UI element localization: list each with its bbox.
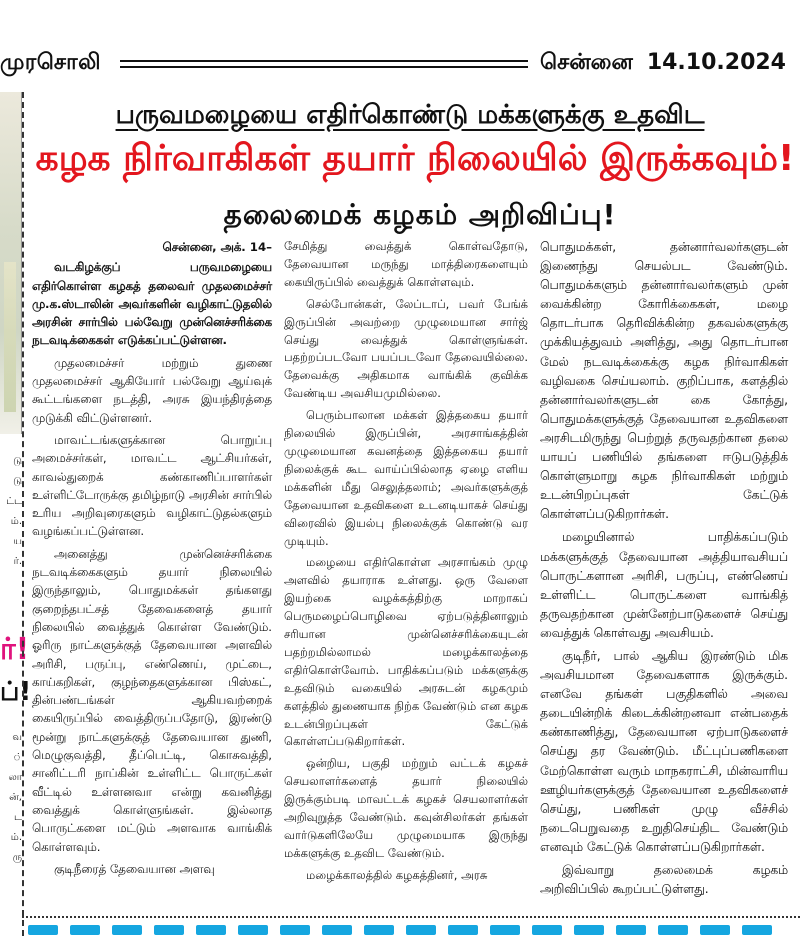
- strip-text: ன்,: [9, 792, 22, 803]
- paragraph: குடிநீரைத் தேவையான அளவு: [54, 861, 215, 876]
- paragraph: செல்போன்கள், லேப்டாப், பவர் பேங்க் இருப்பின் அவற்றை முழுமையான சார்ஜ் செய்து வைத்துக் கொள்ளுங்கள். பதற்றப்படவோ பயப்படவோ தேவையில்லை. தேவைக்கு அதிகமாக வாங்கிக் குவிக்க வேண்டிய அவசியமுமில்லை.: [284, 296, 528, 401]
- strip-text: ட: [14, 812, 22, 823]
- adjacent-photo: [0, 92, 22, 434]
- article-lead: வடகிழக்குப் பருவமழையை எதிர்கொள்ள கழகத் தலைவர் முதலமைச்சர் மு.க.ஸ்டாலின் அவர்களின் வழிகாட்டுதலில் அரசின் சார்பில் பல்வேறு முன்னெச்சரிக்கை நடவடிக்கைகள் எடுக்கப்பட்டுள்ளன.: [32, 260, 272, 348]
- adjacent-article-strip: [0, 92, 32, 936]
- strip-text: ர்.: [13, 556, 22, 567]
- strip-text: வ: [12, 732, 22, 743]
- masthead-rule: [120, 60, 528, 68]
- masthead-dateline: [540, 50, 786, 78]
- paragraph: இவ்வாறு தலைமைக் கழகம் அறிவிப்பில் கூறப்பட்டுள்ளது.: [540, 863, 788, 897]
- masthead-date: 14.10.2024: [646, 50, 786, 75]
- strip-text: டு: [13, 456, 22, 467]
- article-kicker: பருவமழையை எதிர்கொண்டு மக்களுக்கு உதவிட: [115, 100, 705, 130]
- paragraph: மழையினால் பாதிக்கப்படும் மக்களுக்குத் தேவையான அத்தியாவசியப் பொருட்களான அரிசி, பருப்பு, எண்ணெய் உள்ளிட்ட பொருட்களை வாங்கித் தருவதற்கான முன்னேற்பாடுகளைச் செய்து வைத்துக் கொள்வது அவசியம்.: [540, 530, 788, 640]
- strip-text: டு: [13, 476, 22, 487]
- paper-name: முரசொலி: [0, 50, 101, 75]
- paragraph: முதலமைச்சர் மற்றும் துணை முதலமைச்சர் ஆகியோர் பல்வேறு ஆய்வுக் கூட்டங்களை நடத்தி, அரசு இயந்திரத்தை முடுக்கி விட்டுள்ளனர்.: [32, 355, 272, 425]
- strip-red-heading: ர்!: [0, 632, 30, 667]
- article-dateline: சென்னை, அக். 14–: [162, 240, 272, 254]
- strip-text: லா: [8, 772, 22, 783]
- article-column-2: [284, 238, 528, 889]
- article-subhead: தலைமைக் கழகம் அறிவிப்பு!: [223, 198, 617, 231]
- article-column-1: [32, 238, 272, 882]
- strip-text: ம்.: [10, 832, 22, 843]
- paragraph: மழையை எதிர்கொள்ள அரசாங்கம் முழு அளவில் தயாராக உள்ளது. ஒரு வேளை இயற்கை வழக்கத்திற்கு மாறாகப் பெருமழைப்பொழிவை ஏற்படுத்தினாலும் சரியான முன்னெச்சரிக்கையுடன் பதற்றமில்லாமல் மழைக்காலத்தை எதிர்கொள்வோம். பாதிக்கப்படும் மக்களுக்கு உதவிடும் வகையில் அரசுடன் கழகமும் களத்தில் துணையாக நிற்க வேண்டும் என கழக உடன்பிறப்புகள் கேட்டுக் கொள்ளப்படுகிறார்கள்.: [284, 555, 528, 749]
- paragraph: அனைத்து முன்னெச்சரிக்கை நடவடிக்கைகளும் தயார் நிலையில் இருந்தாலும், பொதுமக்கள் தங்களது குறைந்தபட்சத் தேவைகளைத் தயார் நிலையில் வைத்துக் கொள்ள வேண்டும். ஓரிரு நாட்களுக்குத் தேவையான அளவில் அரிசி, பருப்பு, எண்ணெய், முட்டை, காய்கறிகள், குழந்தைகளுக்கான பிஸ்கட், தின்பண்டங்கள் ஆகியவற்றைக் கையிருப்பில் வைத்திருப்பதோடு, இரண்டு மூன்று நாட்களுக்குத் தேவையான துணி, மெழுகுவத்தி, தீப்பெட்டி, கொசுவத்தி, சானிட்டரி நாப்கின் உள்ளிட்ட பொருட்கள் வீட்டில் உள்ளனவா என்று கவனித்து வைத்துக் கொள்ளுங்கள். இல்லாத பொருட்களை மட்டும் அளவாக வாங்கிக் கொள்ளவும்.: [32, 546, 272, 854]
- strip-text: ம்.: [10, 516, 22, 527]
- column-divider: [22, 92, 24, 936]
- article-headline: கழக நிர்வாகிகள் தயார் நிலையில் இருக்கவும்!: [35, 138, 795, 179]
- masthead: [0, 0, 800, 86]
- article-column-3: [540, 238, 788, 903]
- paragraph: மாவட்டங்களுக்கான பொறுப்பு அமைச்சர்கள், மாவட்ட ஆட்சியர்கள், காவல்துறைக் கண்காணிப்பாளர்கள் உள்ளிட்டோருக்கு தமிழ்நாடு அரசின் சார்பில் உரிய அறிவுரைகளும் வழிகாட்டுதல்களும் வழங்கப்பட்டுள்ளன.: [32, 432, 272, 539]
- strip-black-heading: ப்!: [0, 677, 32, 707]
- strip-text: ரு: [12, 852, 22, 863]
- paragraph: குடிநீர், பால் ஆகிய இரண்டும் மிக அவசியமான தேவைகளாக இருக்கும். எனவே தங்கள் பகுதிகளில் அவை தடையின்றிக் கிடைக்கின்றனவா என்பதைக் கண்காணித்து, தேவையான ஏற்பாடுகளைச் செய்து தர வேண்டும். மீட்புப்பணிகளை மேற்கொள்ள வரும் மாநகராட்சி, மின்வாரிய ஊழியர்களுக்குத் தேவையான உதவிகளைச் செய்து, பணிகள் முழு வீச்சில் நடைபெறுவதை உறுதிசெய்திட வேண்டும் எனவும் கேட்டுக் கொள்ளப்படுகிறார்கள்.: [540, 648, 788, 854]
- strip-text: ட்ட: [6, 496, 22, 507]
- paragraph: பொதுமக்கள், தன்னார்வலர்களுடன் இணைந்து செயல்பட வேண்டும். பொதுமக்களும் தன்னார்வலர்களும் முன் வைக்கின்ற கோரிக்கைகள், மழை தொடர்பாக தெரிவிக்கின்ற தகவல்களுக்கு முக்கியத்துவம் அளித்து, அது தொடர்பான மேல் நடவடிக்கைக்கு கழக நிர்வாகிகள் வழிவகை செய்யலாம். குறிப்பாக, களத்தில் தன்னார்வலர்களுடன் கை கோத்து, பொதுமக்களுக்குத் தேவையான உதவிகளை அரசிடமிருந்து பெற்றுத் தருவதற்கான தலை யாயப் பணியில் தங்களை ஈடுபடுத்திக் கொள்ளுமாறு கழக நிர்வாகிகள் மற்றும் உடன்பிறப்புகள் கேட்டுக் கொள்ளப்படுகிறார்கள்.: [540, 240, 788, 522]
- paragraph: பெரும்பாலான மக்கள் இத்தகைய தயார் நிலையில் இருப்பின், அரசாங்கத்தின் முழுமையான கவனத்தை இத்தகைய தயார் நிலைக்குக் கூட வாய்ப்பில்லாத ஏழை எளிய மக்களின் மீது செலுத்தலாம்; அவர்களுக்குத் தேவையான உதவிகளை உடனடியாகச் செய்து விரைவில் இயல்பு நிலைக்குக் கொண்டு வர முடியும்.: [284, 408, 528, 548]
- paragraph: சேமித்து வைத்துக் கொள்வதோடு, தேவையான மருந்து மாத்திரைகளையும் கையிருப்பில் வைத்துக் கொள்ளவும்.: [284, 239, 528, 289]
- paragraph: மழைக்காலத்தில் கழகத்தினர், அரசு: [306, 867, 488, 882]
- paragraph: ஒன்றிய, பகுதி மற்றும் வட்டக் கழகச் செயலாளர்களைத் தயார் நிலையில் இருக்கும்படி மாவட்டக் கழகச் செயலாளர்கள் அறிவுறுத்த வேண்டும். கவுன்சிலர்கள் தங்கள் வார்டுகளிலேயே முழுமையாக இருந்து மக்களுக்கு உதவிட வேண்டும்.: [284, 756, 528, 860]
- bottom-dotted-rule: [22, 916, 800, 918]
- strip-text: ய: [13, 536, 22, 547]
- masthead-city: சென்னை: [540, 50, 633, 75]
- next-article-top-edge: [22, 922, 800, 936]
- strip-text: ்: [13, 752, 22, 763]
